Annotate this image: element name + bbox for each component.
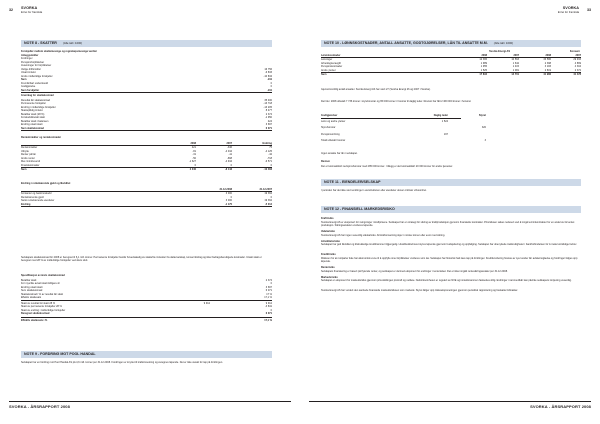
interest-cell: Renter på lån <box>21 153 37 156</box>
note9-heading: NOTE 9 - FORDRING MOT POOL HANDAL <box>21 351 272 358</box>
tax-base-label: Sum skattekostnad <box>21 126 44 130</box>
interest-cell: -42 <box>268 153 272 156</box>
pay-cell: Andre ytelser <box>321 68 336 72</box>
interest-cell: Utbytte <box>21 149 29 153</box>
auditor-text: Det er kostnadsført revisjonshonorar med 285 000 kroner. I tillegg er det kostnadsført 20 000 kroner for andre tjenester. <box>321 165 453 168</box>
rate-value: 6 071 <box>265 312 272 315</box>
note8-heading: NOTE 8 - SKATTER (Alle tall i 1000) <box>21 40 272 47</box>
rate-value: 0 <box>270 308 272 312</box>
balance-title: Endring i rentebærende gjeld og likviditet <box>21 182 71 185</box>
table-rule <box>21 92 272 93</box>
rate-value: 9 912 <box>265 301 272 305</box>
pay-cell: 1 081 <box>512 68 519 72</box>
tax-row-label: Varige driftsmidler <box>21 67 41 71</box>
pay-cell: 29 933 <box>573 58 581 61</box>
interest-cell: Mer-/mindreverdi <box>21 160 40 163</box>
pay-cell: 3 183 <box>544 65 551 68</box>
comp-header: Styret <box>478 114 486 117</box>
pay-header: 2008 <box>545 53 551 57</box>
tax-base-value: -1 950 <box>264 116 272 119</box>
pay-cell: 41 986 <box>543 72 551 76</box>
pay-cell: Pensjonskostnader <box>321 65 343 68</box>
tax-row-value: 16 756 <box>264 67 272 71</box>
spec-value: 17 % <box>266 292 272 296</box>
note12-heading: NOTE 12 - FINANSIELL MARKEDSRISIKO <box>321 206 581 213</box>
risk-text: Svorka Energi AS har ingen vesentlig valutarisiko. All kraftomsetning skjer i norske kroner eller euro med sikring. <box>321 233 446 237</box>
spec-value: 2 374 <box>265 278 272 282</box>
balance-cell: 0 <box>270 195 272 199</box>
interest-cell: 75 <box>269 146 272 149</box>
tax-text: Selskapets skattekostnad for 2008 er beregnet til 6,1 mill. kroner. Permanente forskjeller består hovedsakelig av skattefrie inntekter fra datterselskap, konsernbidrag og ikke fradragsberettigede kostnader. Utsatt skatt er beregnet med 28 % av midlertidige forskjeller ved årets slutt. <box>21 256 262 263</box>
footer-label: SVORKA - ÅRSRAPPORT 2008 <box>530 404 591 409</box>
interest-cell: -4 125 <box>264 149 272 153</box>
comp-cell: 197 <box>443 132 448 136</box>
spec-label: Sum skattekostnad <box>21 289 43 292</box>
balance-cell: 0 <box>230 195 232 199</box>
rate-mid: 9 912 <box>203 301 210 305</box>
pay-group-konsern: Konsern <box>569 50 580 53</box>
tax-row-label: Godtgjørelse <box>21 85 36 88</box>
tax-row-label: Sum <box>21 78 27 81</box>
brand-name: SVORKA <box>562 6 579 10</box>
interest-cell: -718 <box>266 156 272 160</box>
risk-title: Likviditetsrisiko <box>321 239 341 243</box>
balance-cell: Endring <box>21 202 31 206</box>
brand-tagline: Et lei for framtida <box>557 9 579 14</box>
table-rule <box>21 300 272 301</box>
brand-header <box>21 7 42 14</box>
interest-cell: -11 <box>228 153 232 156</box>
comp-cell: Lønn og andre ytelser <box>321 119 346 123</box>
risk-title: Kredittrisiko <box>321 253 336 256</box>
interest-cell: 0 <box>270 163 272 167</box>
effective-value: 17,1 % <box>264 318 272 322</box>
tax-row-value: -911 <box>267 88 272 92</box>
risk-title: Kraftrisiko <box>321 217 334 220</box>
interest-cell: 421 <box>191 146 196 149</box>
spec-label: Endring utsatt skatt <box>21 285 43 289</box>
balance-cell: -1 170 <box>224 202 232 206</box>
pay-cell: 2 372 <box>574 68 581 72</box>
rate-label: Skatt av endring i midlertidige forskjeller <box>21 308 66 312</box>
balance-cell: 19 362 <box>264 192 272 195</box>
tax-row-label: Utsatt inntekt <box>21 71 36 74</box>
pay-cell: 4 304 <box>574 65 581 68</box>
tax-row-value: -911 <box>267 78 272 81</box>
fees-text: Det ble i 2008 utbetalt 7 736 kroner i styrehonorar og 65 000 kroner i honorar til daglig leder. Revisor har fått 2 460 000 kroner i honorar. <box>321 100 472 103</box>
tax-base-title: Grunnlag for skattekostnad <box>21 94 54 97</box>
balance-cell: Netto rentebærende eiendeler <box>21 199 55 202</box>
pay-cell: Sum <box>321 72 327 76</box>
spec-value: 3 697 <box>265 285 272 289</box>
risk-text: Selskapets finansiering er basert på flytende renter, og selskapet er dermed eksponert for endringer i rentenivået. Det er ikke inngått rentesikringsavtaler per 31.12.2008. <box>321 269 508 273</box>
pay-cell: 1 642 <box>512 61 519 65</box>
interest-cell: Andre renter <box>21 156 35 160</box>
table-rule <box>21 317 272 318</box>
balance-cell: -5 012 <box>264 202 272 206</box>
footer-rule <box>9 401 291 402</box>
interest-cell: -346 <box>226 146 232 149</box>
table-rule <box>21 206 272 207</box>
pay-cell: 10 563 <box>511 58 519 61</box>
tax-row-label: Andre midlertidige forskjeller <box>21 74 53 78</box>
comp-cell: 3 <box>484 139 486 142</box>
interest-header: 2008 <box>190 141 196 145</box>
tax-base-label: Betalbar skatt (28 %) <box>21 112 45 116</box>
right-page <box>300 0 600 424</box>
risk-title: Markedsrisiko <box>321 275 338 279</box>
pay-cell: 1 525 <box>480 68 487 72</box>
comp-cell: Styrehonorar <box>321 126 336 129</box>
comp-header: Daglig leder <box>433 114 448 117</box>
comp-header: Godtgjørelser <box>321 114 338 117</box>
pay-cell: 1 955 <box>480 65 487 68</box>
pay-cell: 1 989 <box>480 61 487 65</box>
interest-cell: 2 340 <box>189 167 196 171</box>
tax-row-value: 0 <box>270 85 272 88</box>
spec-label: Skattekostnad i % av resultat før skatt <box>21 292 63 296</box>
rate-label: Skatt av permanente forskjeller 28 % <box>21 305 62 308</box>
tax-row-label: Anleggsmidler <box>21 53 39 57</box>
tax-base-label: Skattepliktig inntekt <box>21 109 43 112</box>
pay-cell: 4 869 <box>574 61 581 65</box>
risk-text: Svorka Energi AS er eksponert for svingninger i kraftprisene. Selskapet har en strategi for sikring av kraftproduksjon gjennom finansielle kontrakter. Prisrisikoen søkes redusert ved å inngå terminkontrakter for en andel av forventet produksjon. Sikringsandelen vurderes løpende. <box>321 220 575 227</box>
interest-cell: 0 <box>230 163 232 167</box>
interest-cell: -6 571 <box>264 160 272 163</box>
note9-text: Selskapet har en fordring mot Pool Handal AS på 4,6 mill. kroner per 31.12.2008. Fordringen er knyttet til kraftomsetning og avregnes løpende. Det er ikke avsatt for tap på fordringen. <box>21 361 223 364</box>
pay-cell: Lønninger <box>321 58 333 61</box>
pay-cell: Arbeidsgiveravgift <box>321 61 341 65</box>
tax-base-value: 2 374 <box>265 112 272 116</box>
risk-text: Selskapet har god likviditet og tilstrekkelige kredittrammer tilgjengelig. Likviditetsbehovet styres løpende gjennom budsjettering og oppfølging. Selskapet har ubenyttede trekkrettigheter i bankforbindelsen for å møte kortsiktige behov. <box>321 243 577 247</box>
spec-label: Effektiv skattesats <box>21 296 42 299</box>
pay-header: 2007 <box>575 53 581 57</box>
interest-header: Endring <box>262 141 272 145</box>
spec-value: 6 071 <box>265 289 272 292</box>
tax-base-value: -13 718 <box>263 102 272 105</box>
note11-text: I perioden har det ikke vært endringer i eierstrukturen eller eiendeler utover ordinær virksomhet. <box>321 189 427 192</box>
brand-header <box>558 7 579 14</box>
pay-cell: 2 398 <box>544 61 551 65</box>
footer-rule <box>309 401 591 402</box>
comp-cell: Totalt utbetalt honorar <box>321 139 346 142</box>
table-rule <box>21 130 272 131</box>
risk-title: Valutarisiko <box>321 230 336 234</box>
interest-cell: -1 627 <box>188 160 196 163</box>
tax-row-label: Forskjeller mellom skattemessige og regnskapsmessige verdier <box>21 50 98 53</box>
pay-cell: 1 415 <box>512 65 519 68</box>
tax-row-label: Fremførbart underskudd <box>21 81 48 85</box>
tax-base-label: Resultat før skattekostnad <box>21 98 51 102</box>
risk-text: Risikoen for at motparter ikke har økonomisk evne til å oppfylle sine forpliktelser vurderes som lav. Selskapet har historisk hatt lave tap på fordringer. Kredittvurdering foretas av nye kunder før avtaleinngåelse og fordringer følges opp løpende. <box>321 256 578 263</box>
tax-base-label: Forskuddsbetalt skatt <box>21 116 45 119</box>
pay-cell: 12 365 <box>479 58 487 61</box>
pay-cell: 17 834 <box>479 72 487 76</box>
tax-base-value: -13 205 <box>263 105 272 109</box>
balance-header: 31.12.2007 <box>259 187 272 191</box>
page-number: 33 <box>587 8 591 12</box>
page-number: 32 <box>9 8 13 12</box>
spec-label: For mye/lite avsatt skatt tidligere år <box>21 282 60 285</box>
tax-base-label: Permanente forskjeller <box>21 102 47 105</box>
pay-header: Lønnskostnader <box>321 53 341 57</box>
interest-cell: -668 <box>226 156 232 160</box>
tax-base-label: Endring utsatt skatt <box>21 123 43 126</box>
loans-note: Ingen ansatte har lån i selskapet. <box>321 152 358 155</box>
pay-cell: 33 586 <box>543 58 551 61</box>
pay-group-company: Svorka Energi AS <box>489 50 510 53</box>
spec-value: 17,1 % <box>264 296 272 299</box>
final-text: Svorka Energi AS har vurdert den samlede finansielle markedsrisikoen som moderat. Styret følger opp risikoeksponeringen gjennom periodisk rapportering og fastsatte fullmakter. <box>321 289 519 292</box>
comp-cell: Pensjonsordning <box>321 132 340 136</box>
tax-base-value: 6 071 <box>265 126 272 130</box>
balance-cell: Rentebærende gjeld <box>21 195 44 199</box>
interest-cell: -81 <box>192 149 196 153</box>
interest-cell: -4 044 <box>224 149 232 153</box>
tax-row-label: Sum forskjeller <box>21 88 40 92</box>
tax-row-value: -6 833 <box>264 71 272 74</box>
rate-value: -3 841 <box>264 305 272 308</box>
tax-base-value: 424 <box>267 119 272 123</box>
comp-cell: 320 <box>481 126 486 129</box>
interest-cell: 0 <box>194 163 196 167</box>
pay-header: 2008 <box>481 53 487 57</box>
tax-row-label: Pensjonsforpliktelser <box>21 60 45 64</box>
balance-cell: 19 362 <box>264 199 272 202</box>
footer-label: SVORKA - ÅRSRAPPORT 2008 <box>9 404 70 409</box>
tax-base-value: 35 400 <box>264 98 272 102</box>
interest-cell: -8 143 <box>224 167 232 171</box>
comp-cell: 1 524 <box>441 119 448 123</box>
risk-text: Selskapet er eksponert for markedsrisiko gjennom prisutviklingen på kraft og nettleie. Nettvirksomheten er regulert av NVE og inntektsrammen fastsettes årlig. Endringer i rammevilkår kan påvirke selskapets inntjening vesentlig. <box>321 279 572 283</box>
tax-base-label: Betalbar skatt i balansen <box>21 119 49 123</box>
tax-base-value: 8 477 <box>265 109 272 112</box>
pay-cell: 2 819 <box>544 68 551 72</box>
auditor-title: Revisor <box>321 160 331 163</box>
employees-text: Gjennomsnittlig antall ansatte i Svorka Energi AS har vært 27 (Svorka Energi 26 og 2007 i Svorka). <box>321 88 431 91</box>
tax-base-label: Endring i midlertidige forskjeller <box>21 105 56 109</box>
tax-row-label: Fordringer <box>21 57 33 60</box>
pay-header: 2007 <box>513 53 519 57</box>
table-rule <box>321 118 461 119</box>
note10-heading: NOTE 10 - LØNNSKOSTNADER, ANTALL ANSATTE, GODTGJØRELSER, LÅN TIL ANSATTE M.M. (Alle tall i 1000) <box>321 40 581 47</box>
tax-row-value: -10 834 <box>263 74 272 78</box>
risk-title: Renterisiko <box>321 266 335 270</box>
pay-cell: 41 478 <box>573 72 581 76</box>
effective-label: Effektiv skattesats i % <box>21 318 48 322</box>
tax-row-value: 0 <box>270 81 272 85</box>
balance-cell: Kontanter og bankinnskudd <box>21 192 52 195</box>
rate-label: Skatt av resultat før skatt 28 % <box>21 301 56 305</box>
interest-title: Renteinntekter og rentekostnader <box>21 136 62 139</box>
interest-header: 2007 <box>226 141 232 145</box>
tax-row-label: Avsetninger for forpliktelser <box>21 64 52 67</box>
interest-cell: Sum <box>21 167 27 171</box>
spec-title: Spesifikasjon av årets skattekostnad <box>21 274 65 277</box>
interest-cell: Renteinntekter <box>21 146 38 149</box>
interest-cell: -10 483 <box>263 167 272 171</box>
interest-cell: Finanskostnader <box>21 163 40 167</box>
balance-cell: 3 000 <box>225 192 232 195</box>
interest-cell: -50 <box>192 156 196 160</box>
brand-tagline: Et lei for framtida <box>21 9 43 14</box>
balance-header: 31.12.2008 <box>219 187 232 191</box>
brand-name: SVORKA <box>21 6 38 10</box>
interest-cell: -4 944 <box>224 160 232 163</box>
pay-cell: 14 701 <box>511 72 519 76</box>
interest-cell: -31 <box>192 153 196 156</box>
balance-cell: 3 000 <box>225 199 232 202</box>
spec-label: Betalbar skatt <box>21 278 37 282</box>
note11-heading: NOTE 11 - EIENDELER/SELSKAP <box>321 179 581 186</box>
spec-value: 0 <box>270 282 272 285</box>
rate-label: Beregnet skattekostnad <box>21 312 50 315</box>
tax-base-value: 3 697 <box>265 123 272 126</box>
